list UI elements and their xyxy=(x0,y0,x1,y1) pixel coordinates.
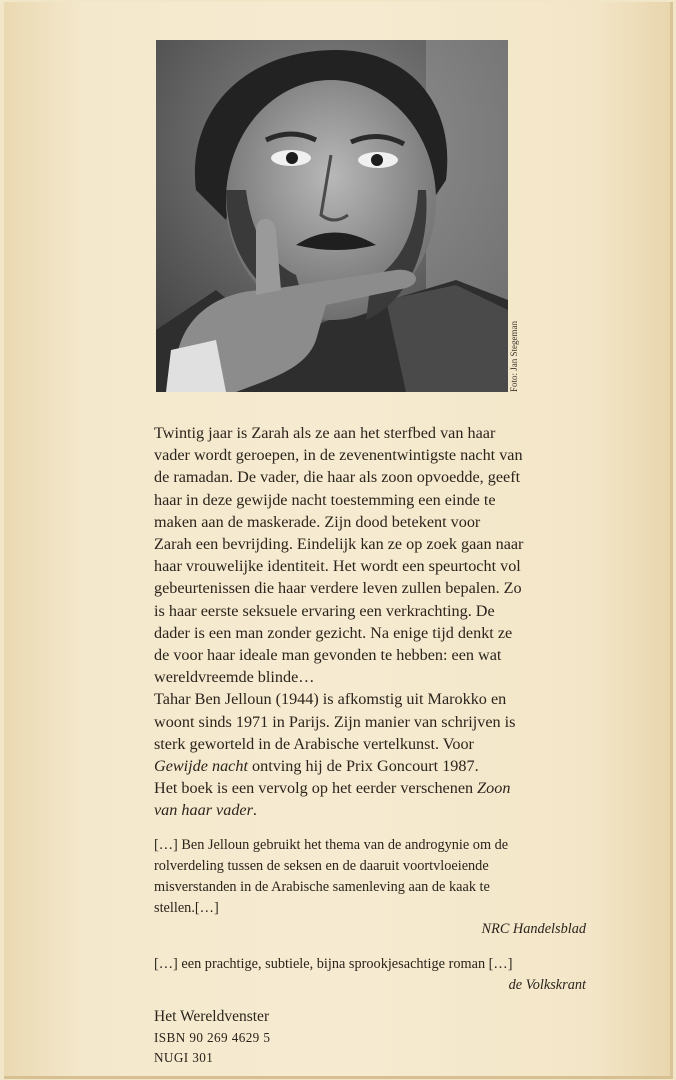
sequel-text: Het boek is een vervolg op het eerder verschenen xyxy=(154,779,478,798)
synopsis-line: Twintig jaar is Zarah als ze aan het sterfbed van haar xyxy=(154,424,496,442)
back-cover xyxy=(4,2,673,1079)
synopsis-line: haar vrouwelijke identiteit. Het wordt een speurtocht vol xyxy=(154,557,521,576)
synopsis-line: vader wordt geroepen, in de zevenentwintigste nacht van xyxy=(154,446,523,465)
review-source-nrc: NRC Handelsblad xyxy=(481,920,586,937)
award-text: ontving hij de Prix Goncourt 1987. xyxy=(247,757,479,776)
synopsis-line: haar in deze gewijde nacht toestemming een einde te xyxy=(154,490,496,509)
photo-credit: Foto: Jan Stegeman xyxy=(509,321,519,392)
author-bio-line: woont sinds 1971 in Parijs. Zijn manier van schrijven is xyxy=(154,712,516,731)
author-bio-line: Tahar Ben Jelloun (1944) is afkomstig uit Marokko en xyxy=(154,690,507,709)
review-quote-volkskrant: […] een prachtige, subtiele, bijna sprookjesachtige roman […] xyxy=(154,955,513,972)
sequel-end: . xyxy=(252,801,257,820)
nugi: NUGI 301 xyxy=(154,1049,214,1065)
portrait-illustration xyxy=(156,40,508,392)
synopsis-line: de ramadan. De vader, die haar als zoon opvoedde, geeft xyxy=(154,468,521,487)
award-book-title: Gewijde nacht xyxy=(154,757,248,776)
synopsis-line: Zarah een bevrijding. Eindelijk kan ze op zoek gaan naar xyxy=(154,535,524,554)
author-bio-line: sterk geworteld in de Arabische vertelkunst. Voor xyxy=(154,734,474,753)
back-cover-text xyxy=(154,422,614,1068)
review-source-volkskrant: de Volkskrant xyxy=(508,976,586,993)
synopsis-line: dader is een man zonder gezicht. Na enige tijd denkt ze xyxy=(154,623,513,642)
synopsis-line: wereldvreemde blinde… xyxy=(154,668,315,687)
author-photo xyxy=(156,40,508,392)
synopsis xyxy=(154,422,614,822)
isbn: ISBN 90 269 4629 5 xyxy=(154,1029,271,1045)
review-quote-nrc: […] Ben Jelloun gebruikt het thema van de androgynie om de rolverdeling tussen de seksen en de daaruit voortvloeiende misverstanden in de Arabische samenleving aan de kaak te stellen.[…] xyxy=(154,836,509,916)
synopsis-line: gebeurtenissen die haar verdere leven zullen bepalen. Zo xyxy=(154,579,522,598)
sequel-title-part: Zoon xyxy=(477,779,511,798)
synopsis-line: maken aan de maskerade. Zijn dood betekent voor xyxy=(154,512,481,531)
publisher-name: Het Wereldvenster xyxy=(154,1007,270,1025)
sequel-title-part: van haar vader xyxy=(154,801,253,820)
synopsis-line: is haar eerste seksuele ervaring een verkrachting. De xyxy=(154,601,495,620)
synopsis-line: de voor haar ideale man gevonden te hebben: een wat xyxy=(154,646,502,665)
